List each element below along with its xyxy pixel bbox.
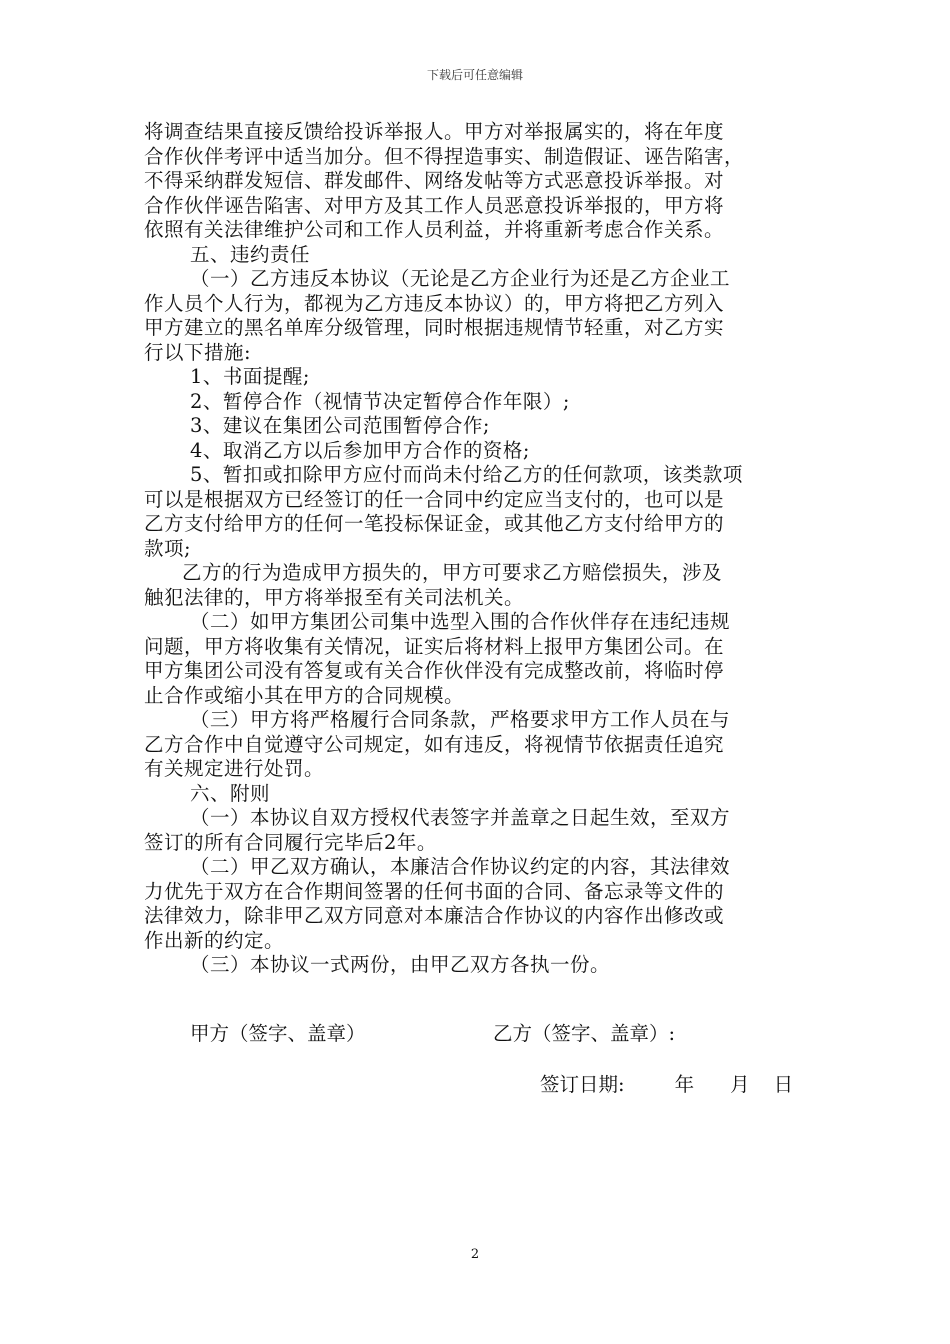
date-label: 签订日期: — [540, 1073, 625, 1096]
paragraph-line: 合作伙伴诬告陷害、对甲方及其工作人员恶意投诉举报的，甲方将 — [144, 193, 725, 217]
paragraph-line: 5、暂扣或扣除甲方应付而尚未付给乙方的任何款项，该类款项 — [190, 463, 743, 486]
paragraph-line: 1、书面提醒; — [190, 365, 310, 388]
page-number: 2 — [470, 1247, 480, 1262]
date-month: 月 — [730, 1073, 750, 1096]
paragraph-line: （二）如甲方集团公司集中选型入围的合作伙伴存在违纪违规 — [190, 610, 731, 633]
date-day: 日 — [773, 1073, 794, 1096]
paragraph-line: 将调查结果直接反馈给投诉举报人。甲方对举报属实的，将在年度 — [144, 120, 725, 143]
paragraph-line: 合作伙伴考评中适当加分。但不得捏造事实、制造假证、诬告陷害， — [144, 144, 745, 168]
paragraph-line: （二）甲乙双方确认，本廉洁合作协议约定的内容，其法律效 — [190, 855, 731, 878]
paragraph-line: 乙方支付给甲方的任何一笔投标保证金，或其他乙方支付给甲方的 — [144, 512, 725, 535]
paragraph-line: 4、取消乙方以后参加甲方合作的资格; — [190, 438, 530, 462]
paragraph-line: 问题，甲方将收集有关情况，证实后将材料上报甲方集团公司。在 — [144, 634, 725, 658]
paragraph-line: 触犯法律的，甲方将举报至有关司法机关。 — [144, 585, 525, 609]
signing-date-line — [540, 1069, 793, 1097]
paragraph-line: 法律效力，除非甲乙双方同意对本廉洁合作协议的内容作出修改或 — [144, 904, 725, 927]
paragraph-line: 款项; — [144, 536, 192, 560]
paragraph-line: （三）甲方将严格履行合同条款，严格要求甲方工作人员在与 — [190, 708, 731, 731]
paragraph-line: 2、暂停合作（视情节决定暂停合作年限）; — [190, 389, 570, 413]
paragraph-line: 力优先于双方在合作期间签署的任何书面的合同、备忘录等文件的 — [144, 879, 725, 903]
paragraph-line: 不得采纳群发短信、群发邮件、网络发帖等方式恶意投诉举报。对 — [144, 169, 725, 192]
page-header: 下载后可任意编辑 — [426, 68, 523, 82]
document-body — [144, 120, 814, 978]
paragraph-line: 签订的所有合同履行完毕后2年。 — [144, 830, 437, 854]
date-year: 年 — [674, 1073, 695, 1096]
paragraph-line: 作出新的约定。 — [144, 928, 285, 952]
paragraph-line: 行以下措施: — [144, 340, 252, 364]
paragraph-line: 乙方合作中自觉遵守公司规定，如有违反，将视情节依据责任追究 — [144, 732, 725, 756]
paragraph-line: 3、建议在集团公司范围暂停合作; — [190, 414, 490, 437]
paragraph-line: （一）本协议自双方授权代表签字并盖章之日起生效，至双方 — [190, 806, 731, 829]
paragraph-line: 乙方的行为造成甲方损失的，甲方可要求乙方赔偿损失，涉及 — [182, 561, 723, 584]
paragraph-line: 止合作或缩小其在甲方的合同规模。 — [144, 683, 465, 707]
paragraph-line: 作人员个人行为，都视为乙方违反本协议）的，甲方将把乙方列入 — [144, 291, 725, 315]
party-a-signature: 甲方（签字、盖章） — [190, 1022, 366, 1045]
paragraph-line: 五、违约责任 — [190, 242, 311, 266]
paragraph-line: 甲方建立的黑名单库分级管理，同时根据违规情节轻重，对乙方实 — [144, 316, 725, 339]
paragraph-line: （一）乙方违反本协议（无论是乙方企业行为还是乙方企业工 — [190, 267, 731, 290]
paragraph-line: 甲方集团公司没有答复或有关合作伙伴没有完成整改前，将临时停 — [144, 659, 725, 682]
paragraph-line: 有关规定进行处罚。 — [144, 757, 325, 780]
paragraph-line: 六、附则 — [190, 781, 271, 805]
paragraph-line: 可以是根据双方已经签订的任一合同中约定应当支付的，也可以是 — [144, 487, 725, 511]
paragraph-line: 依照有关法律维护公司和工作人员利益，并将重新考虑合作关系。 — [144, 218, 725, 241]
paragraph-line: （三）本协议一式两份，由甲乙双方各执一份。 — [190, 953, 611, 976]
party-b-signature: 乙方（签字、盖章）: — [493, 1022, 676, 1045]
